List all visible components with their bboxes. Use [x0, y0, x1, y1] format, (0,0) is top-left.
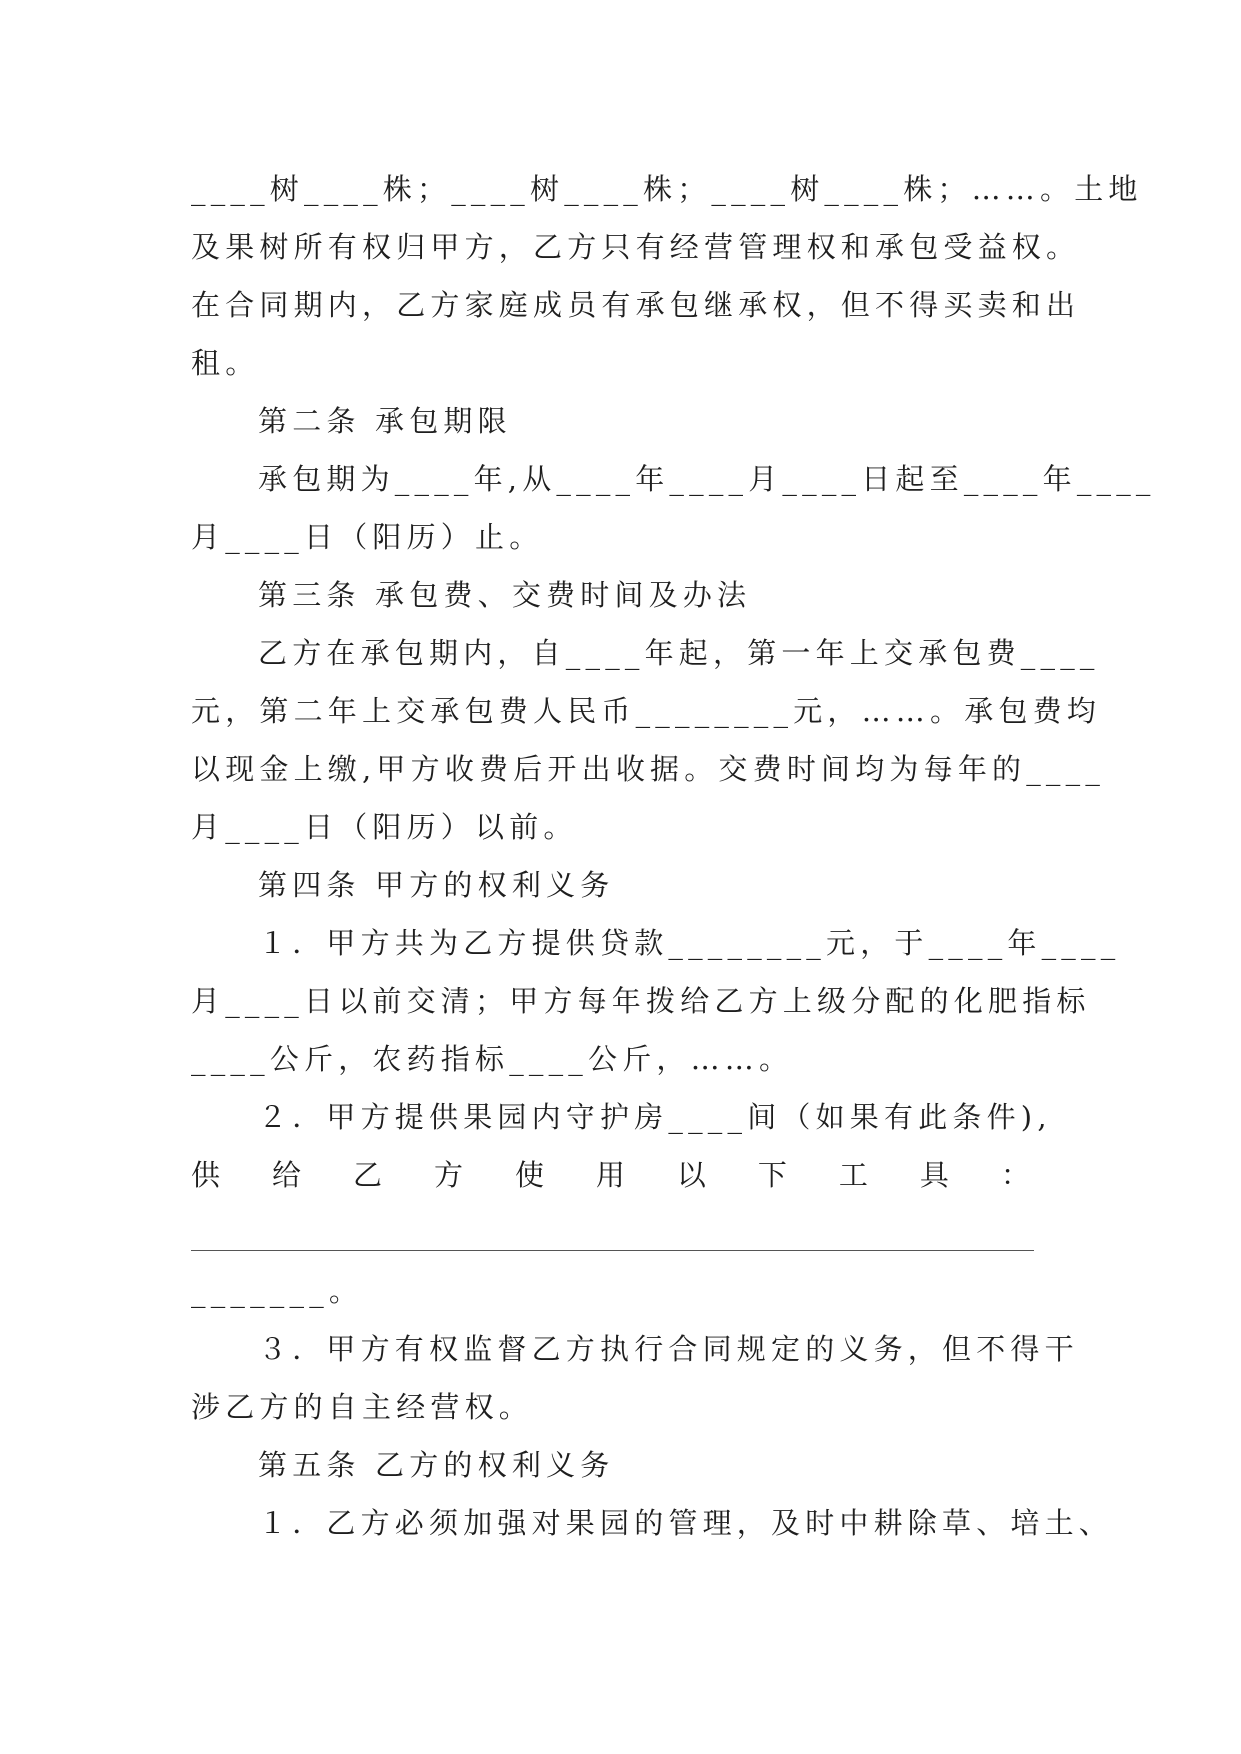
blank-fill-rule: [191, 1250, 1034, 1251]
text-line-11: 以现金上缴,甲方收费后开出收据。交费时间均为每年的____: [191, 752, 1106, 786]
text-line-7: 月____日（阳历）止。: [191, 520, 544, 554]
spread-char: 使: [514, 1158, 544, 1192]
justified-line: [191, 1150, 1030, 1200]
article-2-heading: 第二条 承包期限: [258, 404, 512, 438]
spread-char: ：: [1000, 1158, 1030, 1192]
spread-char: 用: [595, 1158, 625, 1192]
spread-char: 具: [919, 1158, 949, 1192]
spread-char: 乙: [352, 1158, 382, 1192]
spread-char: 工: [838, 1158, 868, 1192]
text-line-9: 乙方在承包期内，自____年起，第一年上交承包费____: [258, 636, 1100, 670]
article-3-heading: 第三条 承包费、交费时间及办法: [258, 578, 752, 612]
text-line-2: 及果树所有权归甲方，乙方只有经营管理权和承包受益权。: [191, 230, 1081, 264]
spread-char: 以: [676, 1158, 706, 1192]
spread-char: 方: [433, 1158, 463, 1192]
text-line-23: １．乙方必须加强对果园的管理，及时中耕除草、培土、: [258, 1506, 1114, 1540]
text-line-20: ３．甲方有权监督乙方执行合同规定的义务，但不得干: [258, 1332, 1079, 1366]
text-line-19: _______。: [191, 1274, 364, 1308]
text-line-21: 涉乙方的自主经营权。: [191, 1390, 534, 1424]
spread-char: 给: [271, 1158, 301, 1192]
article-5-heading: 第五条 乙方的权利义务: [258, 1448, 615, 1482]
article-4-heading: 第四条 甲方的权利义务: [258, 868, 615, 902]
spread-char: 供: [191, 1158, 221, 1192]
text-line-10: 元，第二年上交承包费人民币________元，……。承包费均: [191, 694, 1102, 728]
text-line-15: 月____日以前交清；甲方每年拨给乙方上级分配的化肥指标: [191, 984, 1091, 1018]
text-line-6: 承包期为____年,从____年____月____日起至____年____: [258, 462, 1156, 496]
text-line-16: ____公斤，农药指标____公斤，……。: [191, 1042, 794, 1076]
spread-char: 下: [757, 1158, 787, 1192]
text-line-4: 租。: [191, 346, 260, 380]
text-line-14: １．甲方共为乙方提供贷款________元，于____年____: [258, 926, 1121, 960]
text-line-3: 在合同期内，乙方家庭成员有承包继承权，但不得买卖和出: [191, 288, 1081, 322]
text-line-12: 月____日（阳历）以前。: [191, 810, 578, 844]
text-line-1: ____树____株；____树____株；____树____株；……。土地: [191, 172, 1143, 206]
text-line-17: ２．甲方提供果园内守护房____间（如果有此条件),: [258, 1100, 1052, 1134]
